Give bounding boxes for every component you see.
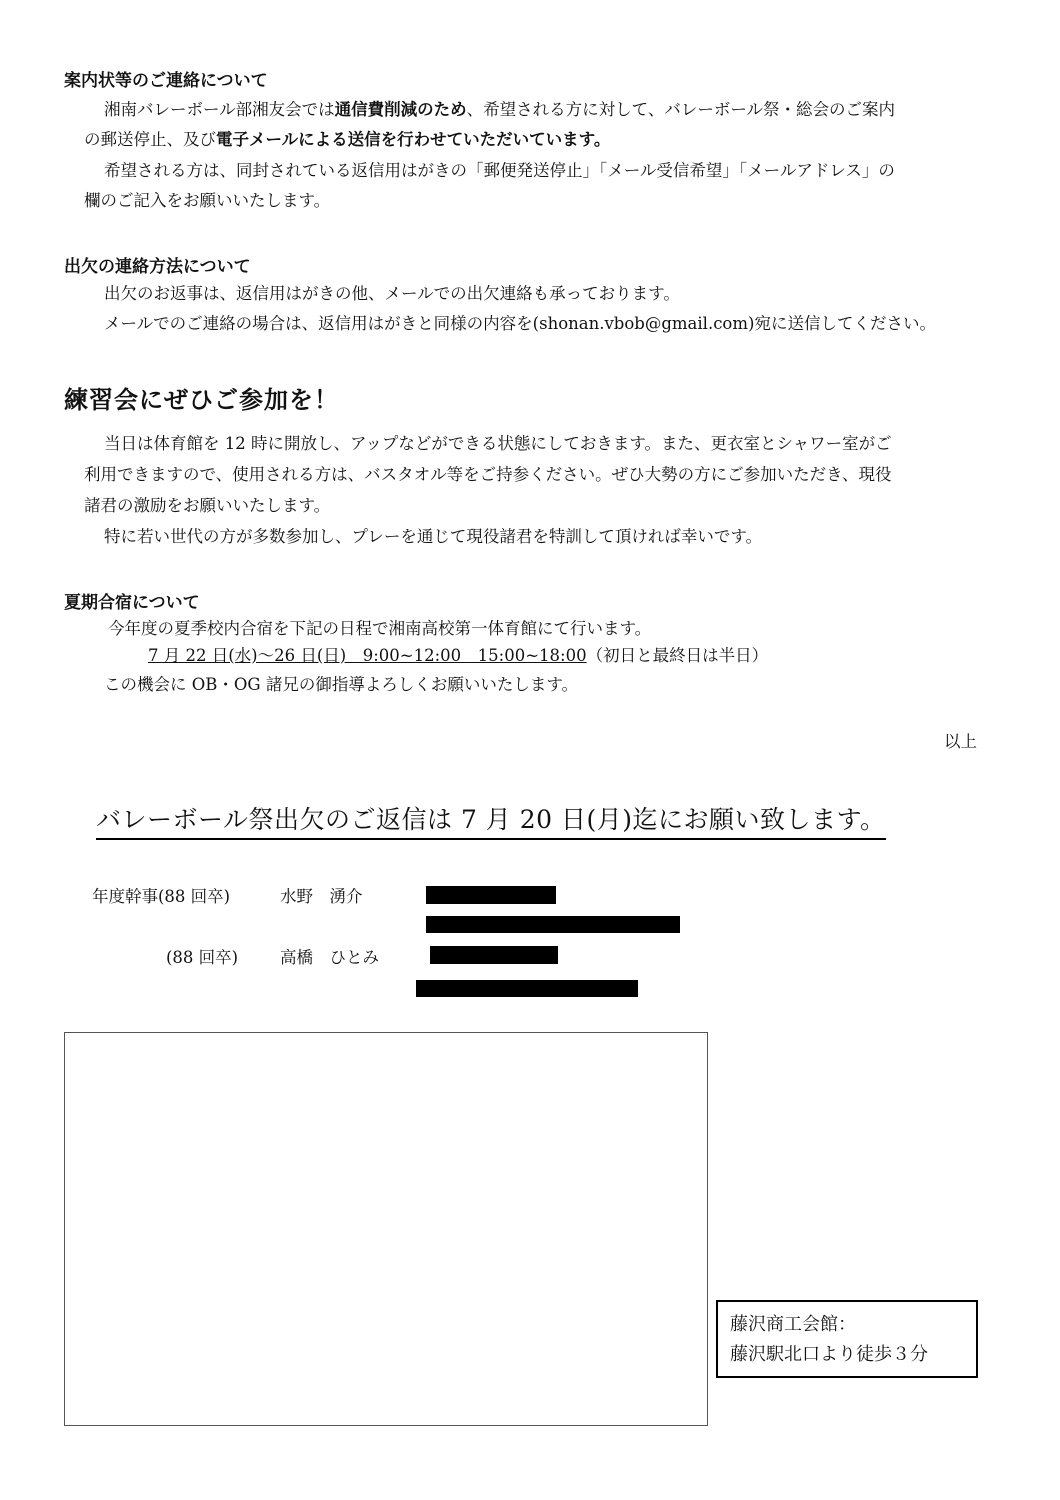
- camp-schedule-line: [148, 641, 768, 671]
- notice-line-2: [84, 125, 610, 155]
- contact-name-2: 高橋 ひとみ: [280, 948, 379, 967]
- notice-line-2a: の郵送停止、及び: [84, 130, 216, 149]
- notice-line-1c: 、希望される方に対して、バレーボール祭・総会のご案内: [466, 100, 896, 119]
- camp-schedule: 7 月 22 日(水)～26 日(日) 9:00~12:00 15:00~18:00: [148, 646, 587, 665]
- access-info-line-2: 藤沢駅北口より徒歩３分: [730, 1344, 928, 1365]
- camp-schedule-note: （初日と最終日は半日）: [586, 646, 769, 665]
- attendance-heading: 出欠の連絡方法について: [64, 257, 251, 277]
- attendance-line-2: メールでのご連絡の場合は、返信用はがきと同様の内容を(shonan.vbob@gmail.com)宛に送信してください。: [104, 314, 936, 333]
- practice-heading: 練習会にぜひご参加を！: [64, 386, 339, 414]
- access-info-box: [716, 1300, 978, 1378]
- notice-line-3: 希望される方は、同封されている返信用はがきの「郵便発送停止」「メール受信希望」「メールアドレス」の: [104, 161, 895, 180]
- practice-line-4: 特に若い世代の方が多数参加し、プレーを通じて現役諸君を特訓して頂ければ幸いです。: [104, 527, 763, 546]
- camp-line-1: 今年度の夏季校内合宿を下記の日程で湘南高校第一体育館にて行います。: [108, 619, 652, 638]
- notice-line-1a: 湘南バレーボール部湘友会では: [104, 100, 335, 119]
- access-info-line-1: 藤沢商工会館：: [730, 1314, 856, 1335]
- deadline-notice: バレーボール祭出欠のご返信は 7 月 20 日(月)迄にお願い致します。: [96, 800, 886, 840]
- map-drawing: [65, 1033, 707, 1425]
- contact-role-2: (88 回卒): [166, 948, 239, 967]
- practice-line-3: 諸君の激励をお願いいたします。: [84, 496, 331, 515]
- closing: 以上: [944, 732, 977, 751]
- attendance-line-1: 出欠のお返事は、返信用はがきの他、メールでの出欠連絡も承っております。: [104, 284, 680, 303]
- camp-line-3: この機会に OB・OG 諸兄の御指導よろしくお願いいたします。: [104, 675, 579, 694]
- notice-line-1b: 通信費削減のため: [334, 100, 467, 119]
- redacted-phone-2: [430, 946, 558, 964]
- contact-name-1: 水野 湧介: [280, 887, 363, 906]
- notice-line-1: [104, 95, 895, 125]
- camp-heading: 夏期合宿について: [64, 593, 200, 613]
- notice-line-4: 欄のご記入をお願いいたします。: [84, 191, 331, 210]
- contact-role-1: 年度幹事(88 回卒): [92, 887, 231, 906]
- notice-heading: 案内状等のご連絡について: [64, 71, 268, 91]
- notice-line-2b: 電子メールによる送信を行わせていただいています。: [216, 130, 611, 149]
- access-map: [64, 1032, 708, 1426]
- redacted-email-1: [426, 916, 680, 933]
- practice-line-2: 利用できますので、使用される方は、バスタオル等をご持参ください。ぜひ大勢の方にご参加いただき、現役: [84, 465, 892, 484]
- practice-line-1: 当日は体育館を 12 時に開放し、アップなどができる状態にしておきます。また、更衣室とシャワー室がご: [104, 434, 892, 453]
- redacted-phone-1: [426, 886, 556, 904]
- redacted-email-2: [416, 980, 638, 997]
